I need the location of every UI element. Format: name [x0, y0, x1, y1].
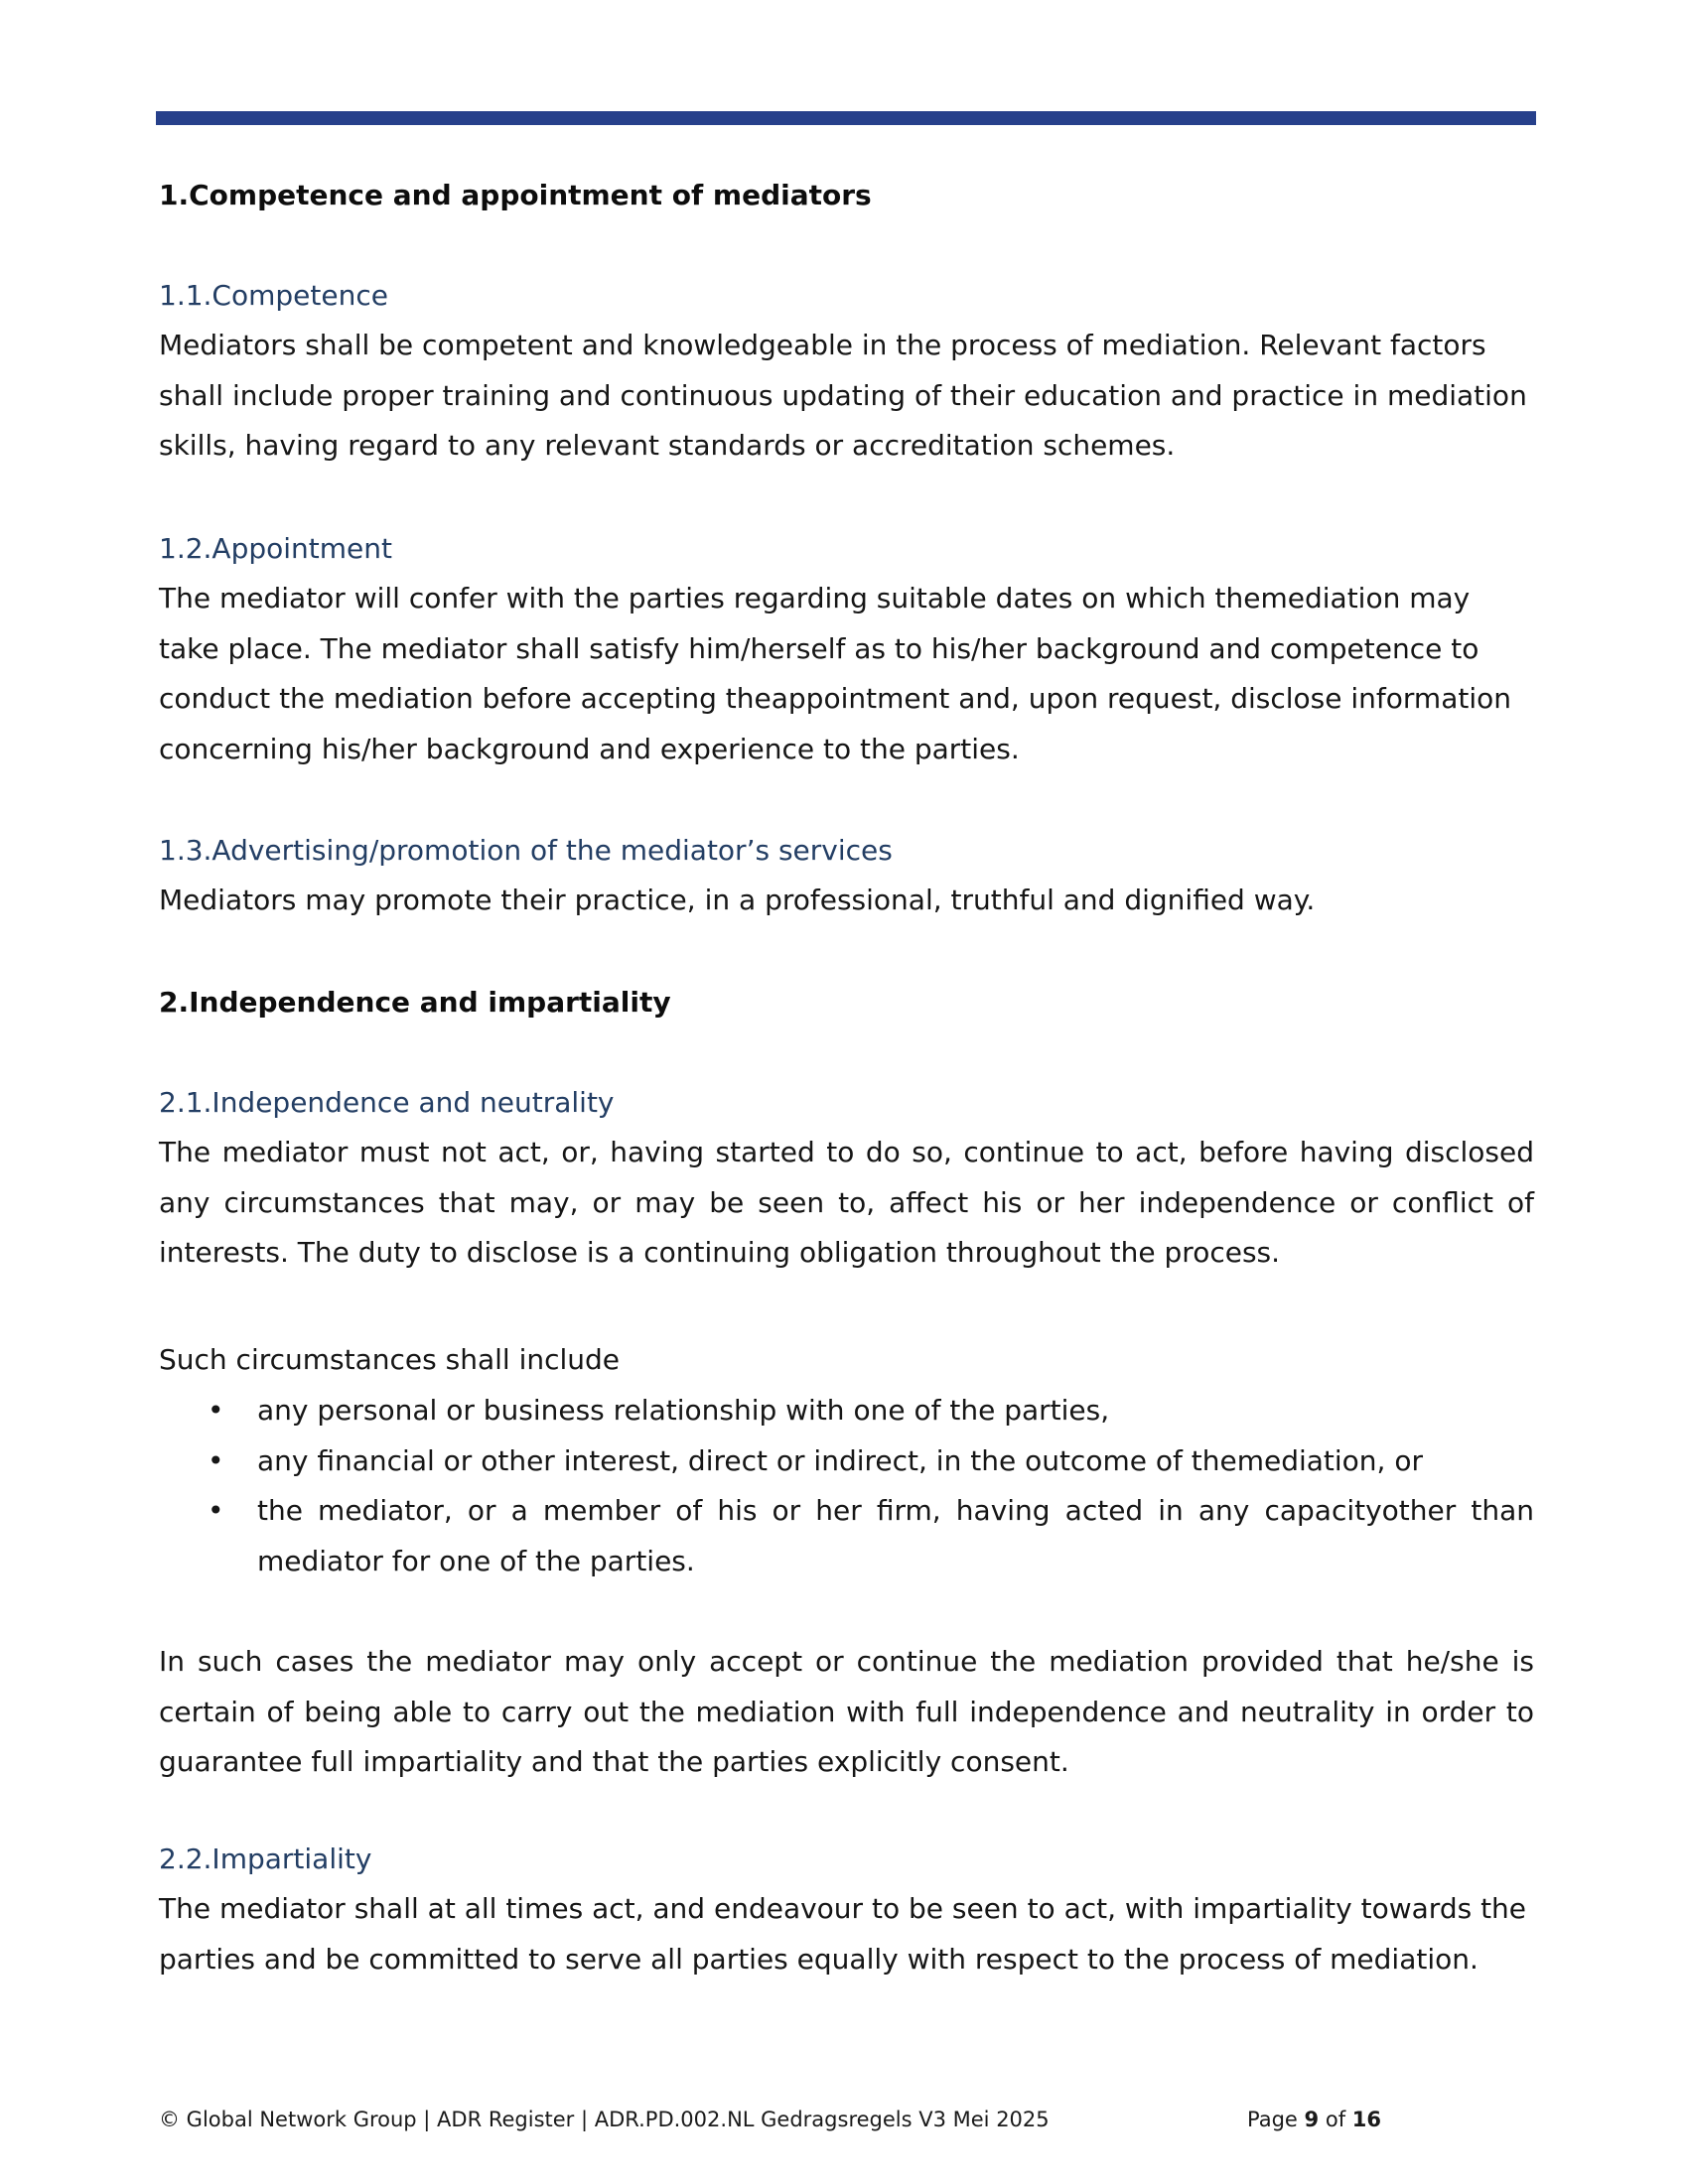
circumstances-list — [159, 1386, 1534, 1586]
paragraph-advertising: Mediators may promote their practice, in a professional, truthful and dignified way. — [159, 884, 1316, 916]
heading-competence-appointment: 1.Competence and appointment of mediators — [159, 179, 872, 211]
paragraph-independence: The mediator must not act, or, having started to do so, continue to act, before having disclosed any circumstances that may, or may be seen to, affect his or her independence or conflict of interests. The duty to disclose is a continuing obligation throughout the process. — [159, 1136, 1534, 1269]
bullet-icon: • — [208, 1494, 224, 1527]
current-page: 9 — [1304, 2108, 1320, 2131]
heading-impartiality: 2.2.Impartiality — [159, 1843, 372, 1875]
paragraph-competence: Mediators shall be competent and knowledgeable in the process of mediation. Relevant factors shall include proper training and continuous updating of their education and practice in mediation skills, having regard to any relevant standards or accreditation schemes. — [159, 329, 1527, 462]
paragraph-impartiality: The mediator shall at all times act, and endeavour to be seen to act, with impartiality towards the parties and be committed to serve all parties equally with respect to the process of mediation. — [159, 1892, 1527, 1976]
paragraph-such-cases: In such cases the mediator may only accept or continue the mediation provided that he/she is certain of being able to carry out the mediation with full independence and neutrality in order to guarantee full impartiality and that the parties explicitly consent. — [159, 1645, 1534, 1778]
heading-appointment: 1.2.Appointment — [159, 532, 392, 565]
footer-page-number: Page 9 of 16 — [1247, 2108, 1382, 2131]
list-item: • any financial or other interest, direct or indirect, in the outcome of themediation, or — [159, 1436, 1534, 1487]
bullet-icon: • — [208, 1443, 224, 1477]
heading-advertising: 1.3.Advertising/promotion of the mediator’s services — [159, 834, 893, 867]
heading-independence-impartiality: 2.Independence and impartiality — [159, 986, 671, 1019]
total-pages: 16 — [1351, 2108, 1382, 2131]
paragraph-circumstances-intro: Such circumstances shall include — [159, 1343, 621, 1376]
list-item: • the mediator, or a member of his or her firm, having acted in any capacityother than mediator for one of the parties. — [159, 1486, 1534, 1586]
heading-independence-neutrality: 2.1.Independence and neutrality — [159, 1086, 615, 1119]
bullet-icon: • — [208, 1394, 224, 1427]
list-item: • any personal or business relationship with one of the parties, — [159, 1386, 1534, 1436]
header-rule — [156, 111, 1536, 125]
heading-competence: 1.1.Competence — [159, 279, 388, 312]
paragraph-appointment: The mediator will confer with the parties regarding suitable dates on which themediation may take place. The mediator shall satisfy him/herself as to his/her background and competence to conduct the mediation before accepting theappointment and, upon request, disclose information concerning his/her background and experience to the parties. — [159, 582, 1511, 765]
footer-copyright: © Global Network Group | ADR Register | ADR.PD.002.NL Gedragsregels V3 Mei 2025 — [159, 2108, 1050, 2131]
